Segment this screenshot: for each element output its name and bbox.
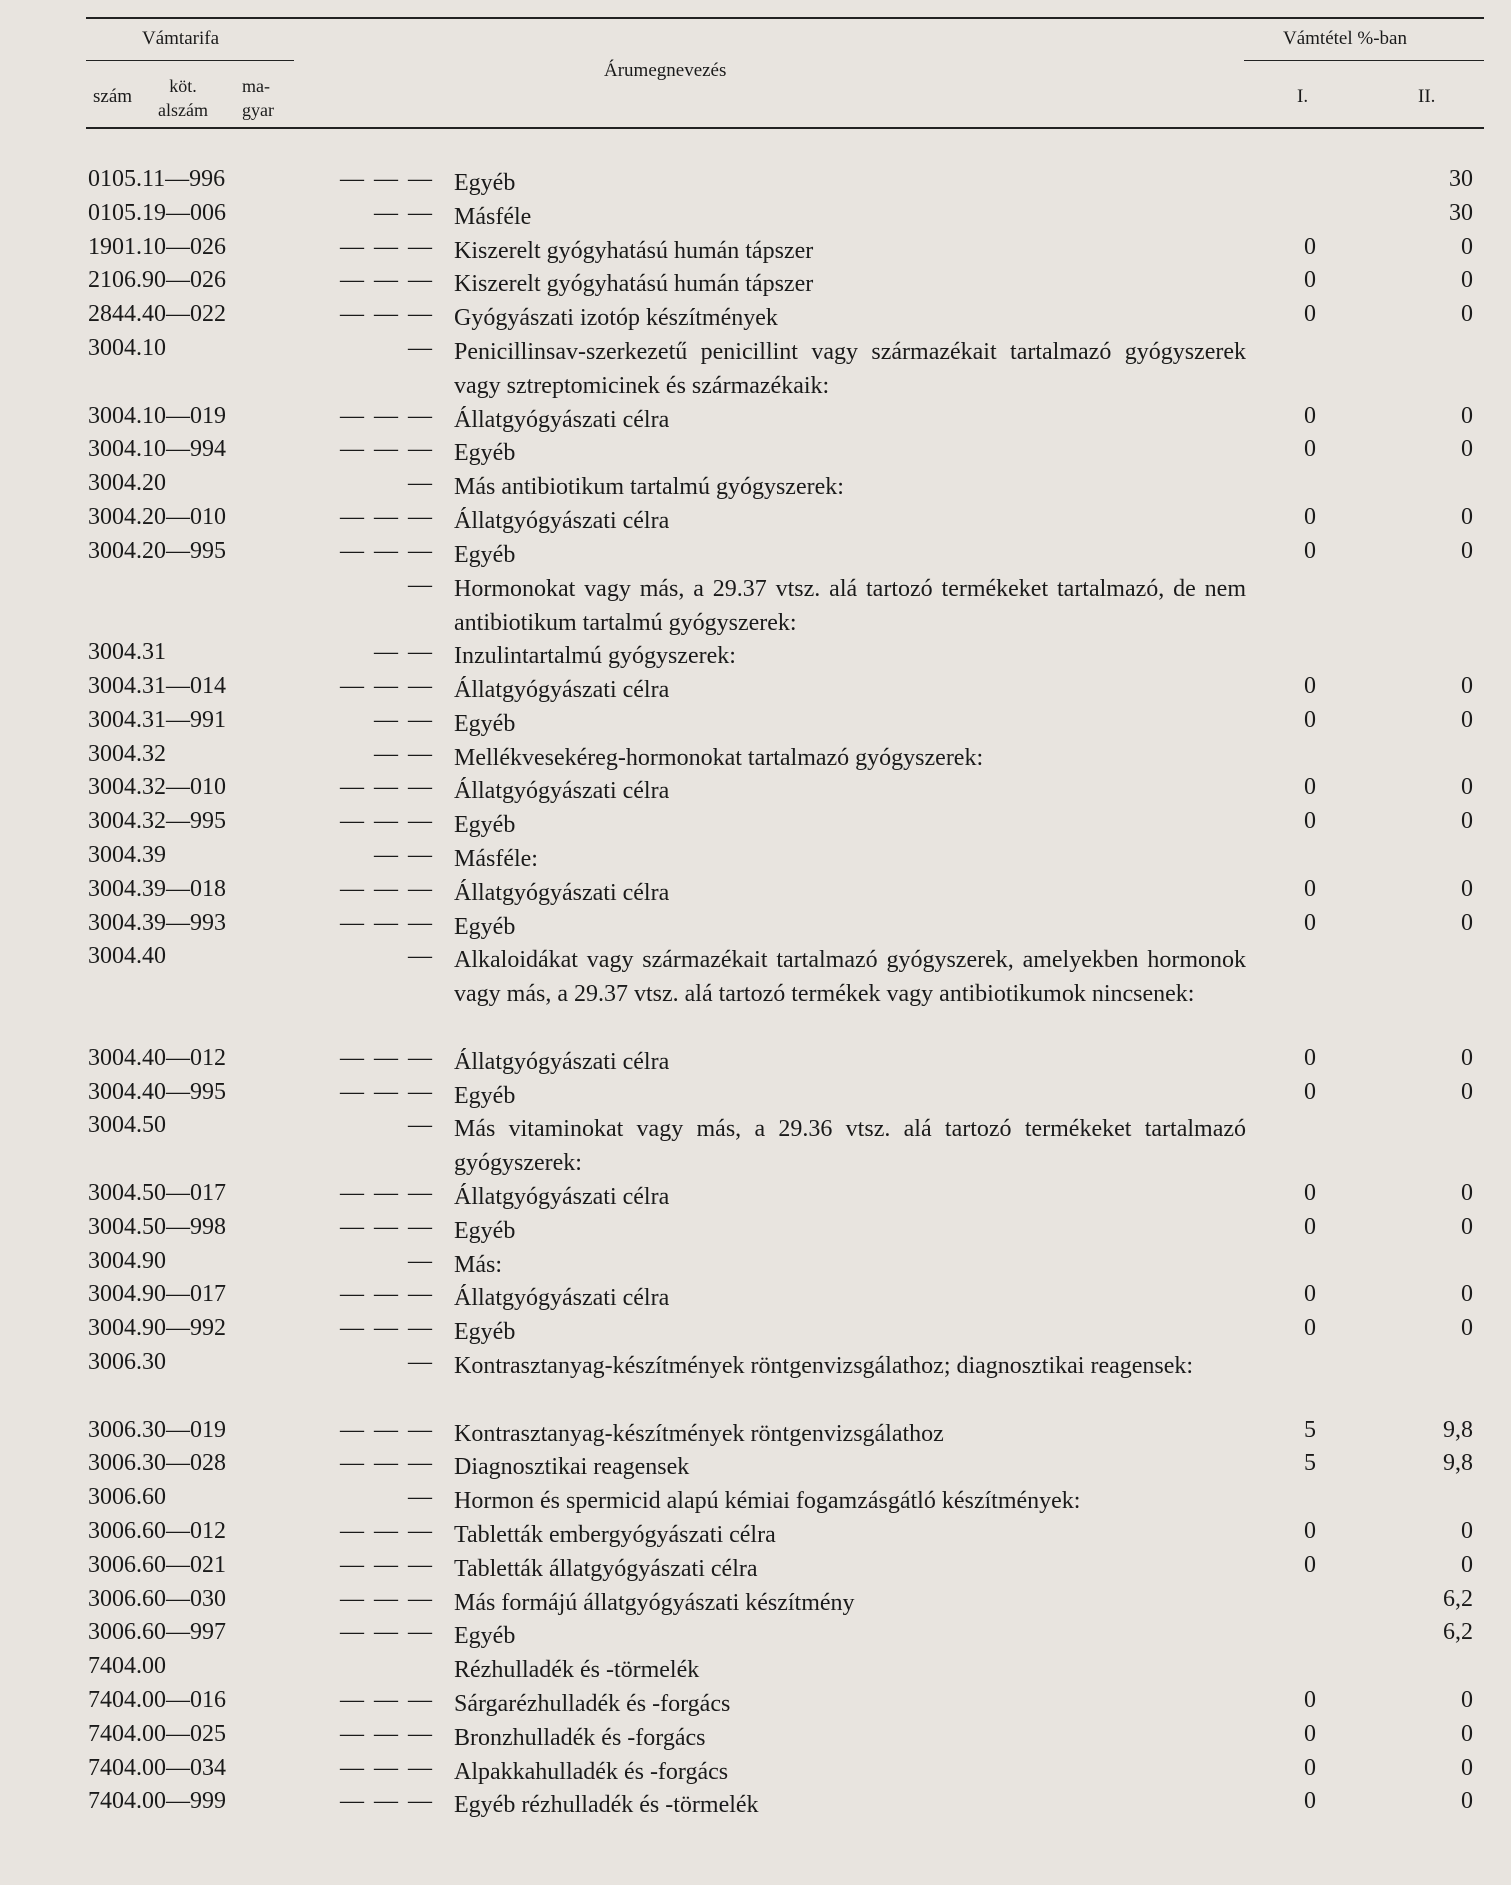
tariff-code: 3004.20—010	[88, 504, 226, 530]
tariff-code: 3004.31—991	[88, 706, 226, 733]
goods-description: Állatgyógyászati célra	[454, 1048, 670, 1075]
tariff-code: 3004.32—010	[88, 774, 226, 801]
goods-description: Diagnosztikai reagensek	[454, 1454, 690, 1481]
table-row	[0, 808, 1511, 842]
goods-description: Bronzhulladék és -forgács	[454, 1724, 706, 1751]
rate-column-1: 0	[1304, 1044, 1316, 1071]
tariff-code: 3006.30—019	[88, 1416, 226, 1443]
table-row	[0, 504, 1511, 538]
goods-description: Inzulintartalmú gyógyszerek:	[454, 643, 736, 670]
table-row	[0, 1653, 1511, 1687]
rate-column-1: 0	[1304, 1754, 1316, 1781]
rate-column-1: 0	[1304, 909, 1316, 936]
rate-column-1: 0	[1304, 402, 1316, 429]
level-dashes: — — —	[340, 537, 434, 564]
tariff-code: 3004.31—014	[88, 673, 226, 699]
table-row	[0, 1552, 1511, 1586]
rate-column-2: 0	[1461, 537, 1473, 564]
tariff-code: 2844.40—022	[88, 301, 226, 328]
level-dashes: —	[408, 335, 434, 361]
table-row	[0, 1484, 1511, 1518]
header-vamtetel: Vámtétel %-ban	[1283, 28, 1407, 49]
rate-column-2: 9,8	[1443, 1416, 1473, 1443]
tariff-code: 3004.32—995	[88, 808, 226, 835]
tariff-code: 0105.11—996	[88, 166, 226, 192]
rate-column-1: 0	[1304, 1720, 1316, 1747]
table-row	[0, 1112, 1511, 1180]
tariff-code: 3004.32	[88, 740, 166, 767]
rate-column-1: 0	[1304, 436, 1316, 463]
rate-column-1: 0	[1304, 875, 1316, 902]
goods-description: Rézhulladék és -törmelék	[454, 1657, 700, 1684]
level-dashes: — — —	[340, 1450, 434, 1477]
goods-description: Állatgyógyászati célra	[454, 879, 670, 906]
level-dashes: — — —	[340, 1315, 434, 1342]
level-dashes: — — —	[340, 1044, 434, 1071]
goods-description: Állatgyógyászati célra	[454, 778, 670, 805]
tariff-code: 3004.40—995	[88, 1078, 226, 1105]
table-row	[0, 673, 1511, 707]
table-row	[0, 1079, 1511, 1113]
rate-column-2: 30	[1449, 199, 1473, 226]
goods-description: Más vitaminokat vagy más, a 29.36 vtsz. alá tartozó termékeket tartalmazó gyógyszerek:	[454, 1116, 1246, 1177]
goods-description: Egyéb	[454, 710, 516, 737]
level-dashes: — — —	[340, 166, 434, 192]
level-dashes: — — —	[340, 1687, 434, 1713]
vamtetel-rule	[1244, 60, 1484, 61]
level-dashes: — — —	[340, 808, 434, 835]
top-rule	[86, 17, 1484, 19]
level-dashes: — — —	[340, 1518, 434, 1544]
level-dashes: —	[408, 571, 434, 598]
goods-description: Másféle:	[454, 846, 538, 872]
tariff-code: 3004.31	[88, 639, 166, 666]
table-row	[0, 1586, 1511, 1620]
table-row	[0, 1349, 1511, 1417]
table-row	[0, 166, 1511, 200]
level-dashes: — — —	[340, 1619, 434, 1646]
table-row	[0, 1518, 1511, 1552]
goods-description: Egyéb	[454, 1082, 516, 1109]
tariff-code: 2106.90—026	[88, 267, 226, 294]
header-kot-alszam: köt. alszám	[158, 76, 208, 120]
level-dashes: —	[408, 943, 434, 970]
level-dashes: — — —	[340, 267, 434, 294]
rate-column-2: 0	[1461, 267, 1473, 294]
tariff-code: 3004.50—017	[88, 1180, 226, 1206]
rate-column-1: 0	[1304, 1518, 1316, 1544]
header-szam: szám	[93, 86, 133, 107]
tariff-code: 3004.10—994	[88, 436, 226, 463]
level-dashes: — — —	[340, 1078, 434, 1105]
goods-description: Más antibiotikum tartalmú gyógyszerek:	[454, 474, 844, 501]
tariff-code: 3006.30	[88, 1349, 166, 1375]
header-col-1: I.	[1297, 86, 1309, 107]
goods-description: Gyógyászati izotóp készítmények	[454, 305, 778, 332]
table-row	[0, 572, 1511, 640]
goods-description: Egyéb rézhulladék és -törmelék	[454, 1792, 759, 1819]
rate-column-1: 0	[1304, 504, 1316, 530]
tariff-code: 3004.10—019	[88, 402, 226, 429]
level-dashes: — — —	[340, 774, 434, 801]
table-row	[0, 910, 1511, 944]
table-row	[0, 1417, 1511, 1451]
table-row	[0, 335, 1511, 403]
rate-column-2: 0	[1461, 875, 1473, 902]
tariff-code: 3006.60—021	[88, 1551, 226, 1578]
vamtarifa-rule	[86, 60, 294, 61]
tariff-code: 3004.39—018	[88, 875, 226, 902]
rate-column-1: 0	[1304, 1180, 1316, 1206]
rate-column-1: 0	[1304, 537, 1316, 564]
level-dashes: — — —	[340, 875, 434, 902]
level-dashes: — —	[374, 706, 434, 733]
tariff-code: 7404.00—034	[88, 1754, 226, 1781]
rate-column-1: 0	[1304, 1551, 1316, 1578]
rate-column-1: 0	[1304, 233, 1316, 260]
table-row	[0, 1180, 1511, 1214]
rate-column-1: 5	[1304, 1450, 1316, 1477]
level-dashes: — — —	[340, 436, 434, 463]
goods-description: Egyéb	[454, 913, 516, 940]
level-dashes: — — —	[340, 1754, 434, 1781]
level-dashes: — — —	[340, 504, 434, 530]
level-dashes: —	[408, 1349, 434, 1375]
level-dashes: — — —	[340, 1213, 434, 1240]
rate-column-1: 0	[1304, 706, 1316, 733]
table-row	[0, 301, 1511, 335]
tariff-code: 3006.60	[88, 1484, 166, 1511]
rate-column-1: 0	[1304, 1687, 1316, 1713]
tariff-code: 7404.00—999	[88, 1788, 226, 1815]
goods-description: Másféle	[454, 203, 532, 230]
level-dashes: —	[408, 1484, 434, 1511]
goods-description: Kiszerelt gyógyhatású humán tápszer	[454, 237, 814, 264]
level-dashes: — —	[374, 639, 434, 666]
table-row	[0, 943, 1511, 1044]
table-row	[0, 234, 1511, 268]
rate-column-1: 0	[1304, 808, 1316, 835]
goods-description: Egyéb	[454, 1623, 516, 1650]
rate-column-2: 0	[1461, 706, 1473, 733]
rate-column-2: 9,8	[1443, 1450, 1473, 1477]
goods-description: Más:	[454, 1251, 502, 1278]
rate-column-2: 0	[1461, 402, 1473, 429]
goods-description: Egyéb	[454, 440, 516, 467]
table-row	[0, 200, 1511, 234]
level-dashes: — — —	[340, 1416, 434, 1443]
table-row	[0, 403, 1511, 437]
level-dashes: — — —	[340, 1551, 434, 1578]
header-magyar: ma- gyar	[242, 76, 274, 120]
table-row	[0, 470, 1511, 504]
rate-column-2: 0	[1461, 808, 1473, 835]
goods-description: Hormonokat vagy más, a 29.37 vtsz. alá tartozó termékeket tartalmazó, de nem antibiotikum tartalmú gyógyszerek:	[454, 575, 1246, 636]
table-row	[0, 707, 1511, 741]
rate-column-2: 0	[1461, 1078, 1473, 1105]
rate-column-2: 0	[1461, 1518, 1473, 1544]
table-row	[0, 1315, 1511, 1349]
tariff-code: 3004.20—995	[88, 537, 226, 564]
tariff-code: 3006.60—997	[88, 1619, 226, 1646]
rate-column-2: 0	[1461, 673, 1473, 699]
rate-column-2: 0	[1461, 774, 1473, 801]
goods-description: Egyéb	[454, 1319, 516, 1346]
tariff-code: 3004.90	[88, 1247, 166, 1274]
table-row	[0, 267, 1511, 301]
goods-description: Egyéb	[454, 541, 516, 568]
header-bottom-rule	[86, 127, 1484, 129]
goods-description: Mellékvesekéreg-hormonokat tartalmazó gyógyszerek:	[454, 744, 984, 771]
level-dashes: — — —	[340, 673, 434, 699]
goods-description: Más formájú állatgyógyászati készítmény	[454, 1589, 855, 1616]
tariff-code: 3006.30—028	[88, 1450, 226, 1477]
level-dashes: — — —	[340, 1180, 434, 1206]
goods-description: Hormon és spermicid alapú kémiai fogamzásgátló készítmények:	[454, 1488, 1081, 1515]
table-row	[0, 1619, 1511, 1653]
rate-column-2: 0	[1461, 909, 1473, 936]
goods-description: Állatgyógyászati célra	[454, 677, 670, 703]
rate-column-2: 0	[1461, 1754, 1473, 1781]
rate-column-1: 0	[1304, 301, 1316, 328]
table-row	[0, 1755, 1511, 1789]
tariff-code: 1901.10—026	[88, 233, 226, 260]
table-row	[0, 1721, 1511, 1755]
tariff-code: 3004.90—992	[88, 1315, 226, 1342]
goods-description: Penicillinsav-szerkezetű penicillint vagy származékait tartalmazó gyógyszerek vagy sztreptomicinek és származékaik:	[454, 339, 1246, 399]
rate-column-2: 0	[1461, 1281, 1473, 1308]
level-dashes: — —	[374, 842, 434, 868]
goods-description: Tabletták embergyógyászati célra	[454, 1522, 776, 1548]
table-row	[0, 1214, 1511, 1248]
tariff-code: 3004.39—993	[88, 909, 226, 936]
rate-column-1: 5	[1304, 1416, 1316, 1443]
level-dashes: — —	[374, 199, 434, 226]
table-row	[0, 436, 1511, 470]
rate-column-2: 0	[1461, 1720, 1473, 1747]
tariff-code: 3004.39	[88, 842, 166, 868]
table-row	[0, 1788, 1511, 1822]
table-row	[0, 876, 1511, 910]
goods-description: Kontrasztanyag-készítmények röntgenvizsgálathoz	[454, 1420, 944, 1447]
table-row	[0, 1687, 1511, 1721]
rate-column-2: 0	[1461, 1315, 1473, 1342]
rate-column-1: 0	[1304, 774, 1316, 801]
tariff-code: 3004.20	[88, 470, 166, 497]
rate-column-1: 0	[1304, 1078, 1316, 1105]
rate-column-1: 0	[1304, 1213, 1316, 1240]
tariff-code: 7404.00—016	[88, 1687, 226, 1713]
goods-description: Sárgarézhulladék és -forgács	[454, 1691, 731, 1717]
table-row	[0, 1248, 1511, 1282]
goods-description: Alpakkahulladék és -forgács	[454, 1758, 729, 1785]
tariff-code: 3004.90—017	[88, 1281, 226, 1308]
level-dashes: —	[408, 1112, 434, 1139]
rate-column-2: 0	[1461, 1687, 1473, 1713]
level-dashes: — — —	[340, 1720, 434, 1747]
rate-column-2: 0	[1461, 301, 1473, 328]
level-dashes: — — —	[340, 301, 434, 328]
rate-column-2: 0	[1461, 1213, 1473, 1240]
goods-description: Egyéb	[454, 812, 516, 839]
goods-description: Kiszerelt gyógyhatású humán tápszer	[454, 271, 814, 298]
table-row	[0, 774, 1511, 808]
table-row	[0, 1450, 1511, 1484]
goods-description: Állatgyógyászati célra	[454, 406, 670, 433]
goods-description: Alkaloidákat vagy származékait tartalmazó gyógyszerek, amelyekben hormonok vagy más, a 29.37 vtsz. alá tartozó termékek vagy antibiotikumok nincsenek:	[454, 947, 1246, 1008]
level-dashes: — —	[374, 740, 434, 767]
header-vamtarifa: Vámtarifa	[142, 28, 220, 49]
rate-column-2: 0	[1461, 1551, 1473, 1578]
level-dashes: —	[408, 1247, 434, 1274]
rate-column-2: 0	[1461, 504, 1473, 530]
level-dashes: — — —	[340, 1788, 434, 1815]
rate-column-1: 0	[1304, 267, 1316, 294]
rate-column-2: 0	[1461, 1044, 1473, 1071]
table-row	[0, 538, 1511, 572]
rate-column-2: 0	[1461, 233, 1473, 260]
header-arumegnevezes: Árumegnevezés	[604, 60, 727, 81]
level-dashes: — — —	[340, 909, 434, 936]
tariff-code: 3004.40—012	[88, 1044, 226, 1071]
tariff-code: 0105.19—006	[88, 199, 226, 226]
level-dashes: — — —	[340, 1585, 434, 1612]
goods-description: Állatgyógyászati célra	[454, 508, 670, 534]
table-row	[0, 842, 1511, 876]
goods-description: Kontrasztanyag-készítmények röntgenvizsgálathoz; diagnosztikai reagensek:	[454, 1353, 1194, 1379]
rate-column-1: 0	[1304, 1315, 1316, 1342]
tariff-code: 3006.60—030	[88, 1585, 226, 1612]
goods-description: Egyéb	[454, 1217, 516, 1244]
goods-description: Állatgyógyászati célra	[454, 1184, 670, 1210]
tariff-code: 3004.50—998	[88, 1213, 226, 1240]
tariff-code: 3004.10	[88, 335, 166, 361]
tariff-code: 3004.50	[88, 1112, 166, 1139]
tariff-code: 3006.60—012	[88, 1518, 226, 1544]
header-col-2: II.	[1418, 86, 1436, 107]
rate-column-2: 30	[1449, 166, 1473, 192]
table-row	[0, 1281, 1511, 1315]
rate-column-2: 0	[1461, 436, 1473, 463]
table-row	[0, 1045, 1511, 1079]
table-row	[0, 639, 1511, 673]
goods-description: Állatgyógyászati célra	[454, 1285, 670, 1312]
rate-column-2: 6,2	[1443, 1619, 1473, 1646]
goods-description: Egyéb	[454, 170, 516, 196]
goods-description: Tabletták állatgyógyászati célra	[454, 1555, 758, 1582]
table-row	[0, 741, 1511, 775]
tariff-code: 3004.40	[88, 943, 166, 970]
level-dashes: — — —	[340, 402, 434, 429]
rate-column-2: 0	[1461, 1180, 1473, 1206]
rate-column-2: 6,2	[1443, 1585, 1473, 1612]
tariff-code: 7404.00	[88, 1653, 166, 1680]
rate-column-1: 0	[1304, 1788, 1316, 1815]
rate-column-1: 0	[1304, 1281, 1316, 1308]
level-dashes: — — —	[340, 233, 434, 260]
level-dashes: —	[408, 470, 434, 497]
tariff-code: 7404.00—025	[88, 1720, 226, 1747]
rate-column-2: 0	[1461, 1788, 1473, 1815]
level-dashes: — — —	[340, 1281, 434, 1308]
rate-column-1: 0	[1304, 673, 1316, 699]
